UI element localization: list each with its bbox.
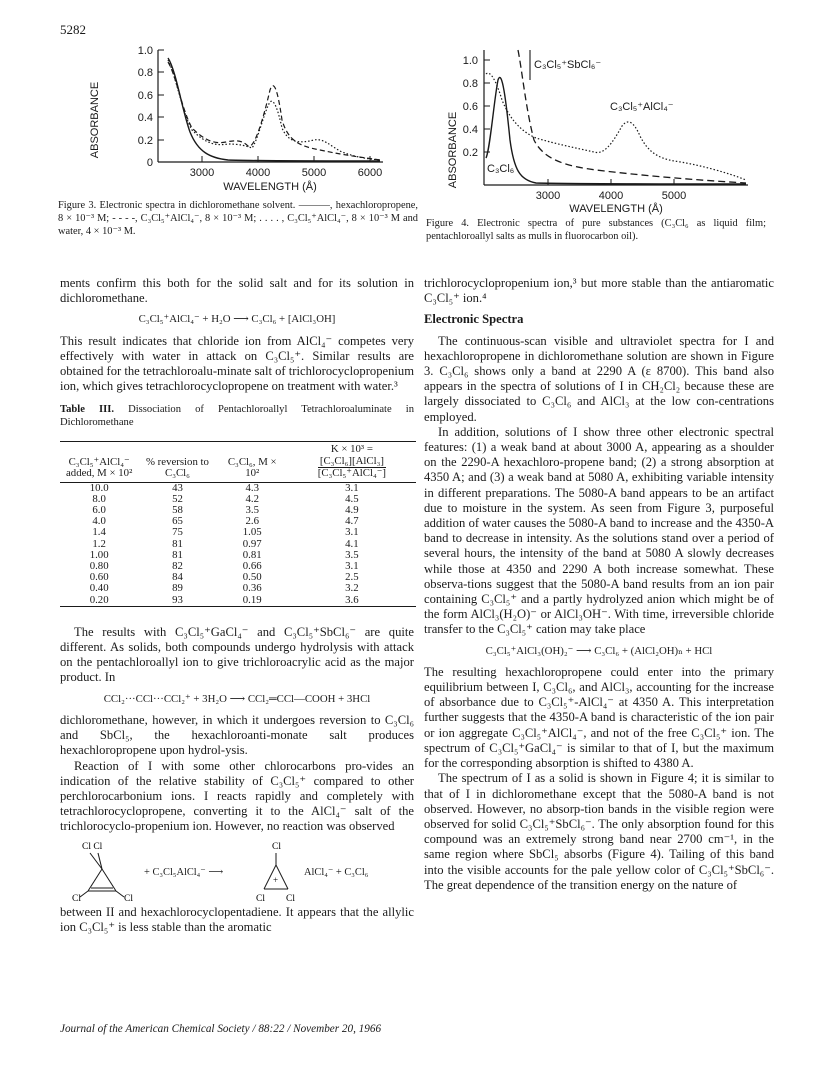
figure-4-curve-alcl — [486, 73, 746, 180]
tetrachlorocyclopropene-structure — [72, 842, 133, 901]
table-cell: 0.20 — [89, 593, 109, 606]
table-cell: 0.60 — [89, 571, 109, 584]
figure-3-curve-salt-water — [168, 60, 380, 160]
table-cell: 4.0 — [92, 515, 106, 528]
left-paragraph-5: Reaction of I with some other chlorocarbons pro-vides an indication of the relative stability of C₃Cl₅⁺ compared to other perchlorocarbonium ions. I reacts rapidly and completely with tetrachlorocyclopropene, converting it to the AlCl₄⁻ salt of the trichlorocyclo-propenium ion. However, no reaction was observed — [60, 758, 414, 834]
figure-4-label-sbcl: C₃Cl₅⁺SbCl₆⁻ — [534, 59, 602, 71]
left-paragraph-2: This result indicates that chloride ion from AlCl₄⁻ competes very effectively with water in attack on C₃Cl₅⁺. Similar results are obtained for the tetrachloroalu-minate salt of trichlorocyclopropenium ion, which gives tetrachlorocyclopropene on treatment with water.³ — [60, 333, 414, 394]
table-cell: 10.0 — [89, 481, 109, 494]
cyclopropenium-structure — [256, 842, 295, 901]
table-row — [60, 494, 416, 505]
svg-text:Cl: Cl — [256, 893, 265, 901]
table-cell: 1.00 — [89, 548, 109, 561]
table-cell: 81 — [172, 548, 183, 561]
svg-text:+: + — [273, 874, 279, 885]
svg-text:0.2: 0.2 — [462, 147, 478, 159]
figure-4-plot — [426, 40, 772, 215]
table-cell: 4.3 — [245, 481, 259, 494]
table-cell: 4.1 — [345, 537, 359, 550]
svg-text:0.4: 0.4 — [462, 124, 478, 136]
left-column — [60, 276, 414, 935]
table-cell: 81 — [172, 537, 183, 550]
table-cell: 0.81 — [242, 548, 262, 561]
table-cell: 84 — [172, 571, 183, 584]
svg-text:0.6: 0.6 — [137, 90, 153, 102]
equation-1: C₃Cl₅⁺AlCl₄⁻ + H₂O ⟶ C₃Cl₆ + [AlCl₃OH] — [138, 313, 336, 326]
figure-3-x-ticks — [190, 156, 382, 179]
figure-3-x-axis-label: WAVELENGTH (Å) — [223, 181, 317, 193]
table-cell: 3.1 — [345, 526, 359, 539]
left-paragraph-1: ments confirm this both for the solid salt and for its solution in dichloromethane. — [60, 276, 414, 306]
figure-4 — [426, 40, 772, 242]
table-row — [60, 539, 416, 550]
table-cell: 4.9 — [345, 504, 359, 517]
table-col-header: % reversion to C₃Cl₆ — [145, 455, 209, 480]
svg-text:Cl: Cl — [272, 841, 281, 852]
svg-text:5000: 5000 — [661, 190, 687, 202]
table-cell: 75 — [172, 526, 183, 539]
svg-text:6000: 6000 — [357, 167, 383, 179]
table-cell: 0.40 — [89, 582, 109, 595]
table-col-header: C₃Cl₅⁺AlCl₄⁻ added, M × 10² — [66, 455, 133, 480]
svg-text:0.6: 0.6 — [462, 101, 478, 113]
table-cell: 3.5 — [345, 548, 359, 561]
svg-text:4000: 4000 — [245, 167, 271, 179]
table-cell: 52 — [172, 492, 183, 505]
right-paragraph-5: The spectrum of I as a solid is shown in Figure 4; it is similar to that of I in dichloromethane except that the 5080-A band is not observed. However, no absorp-tion bands in the visible region were observed for solid C₃Cl₅⁺SbCl₆⁻. The only absorption found for this compound was an extremely strong band near 2700 cm⁻¹, in the same region where SbCl₅ absorbs (Figure 4). Tailing of this band into the visible accounts for the pale yellow color of C₃Cl₅⁺SbCl₆⁻. The great dependence of the transition energy on the nature of — [424, 771, 774, 892]
table-col-header: C₃Cl₆, M × 10² — [227, 455, 277, 480]
svg-text:3000: 3000 — [535, 190, 561, 202]
svg-text:Cl Cl: Cl Cl — [82, 841, 103, 852]
table-cell: 93 — [172, 593, 183, 606]
figure-3-curve-hexachloropropene — [168, 58, 380, 161]
svg-text:0.2: 0.2 — [137, 135, 153, 147]
left-paragraph-6: between II and hexachlorocyclopentadiene. It appears that the allylic ion C₃Cl₅⁺ is less stable than the aromatic — [60, 904, 414, 934]
table-cell: 0.50 — [242, 571, 262, 584]
table-cell: 43 — [172, 481, 183, 494]
table-row — [60, 550, 416, 561]
table-cell: 2.5 — [345, 571, 359, 584]
table-cell: 0.66 — [242, 560, 262, 573]
figure-3-y-ticks — [138, 45, 164, 169]
svg-text:Cl: Cl — [286, 893, 295, 901]
right-paragraph-4: The resulting hexachloropropene could enter into the primary equilibrium between I, C₃Cl₆, and AlCl₃, accounting for the increase of absorbance due to C₃Cl₅⁺-AlCl₄⁻ at 4350 A. This interpretation further suggests that the 4350-A band is characteristic of the ion pair or ion aggregate C₃Cl₅⁺AlCl₄⁻, and not of the free C₃Cl₅⁺ ion. The spectrum of C₃Cl₅⁺GaCl₄⁻ is similar to that of I, but the maximum for the corresponding absorption is shifted to 4380 A. — [424, 664, 774, 771]
svg-text:0.8: 0.8 — [137, 67, 153, 79]
table-3-caption: Table III. Dissociation of Pentachloroallyl Tetrachloroaluminate in Dichloromethane — [60, 404, 414, 428]
figure-3-curve-salt — [168, 62, 380, 160]
table-row — [60, 505, 416, 516]
table-cell: 3.1 — [345, 481, 359, 494]
page-number: 5282 — [60, 22, 86, 37]
table-cell: 3.2 — [345, 582, 359, 595]
left-paragraph-3: The results with C₃Cl₅⁺GaCl₄⁻ and C₃Cl₅⁺SbCl₆⁻ are quite different. As solids, both compounds undergo hydrolysis with attack on the pentachloroallyl ion to give trichloroacrylic acid as the major product. In — [60, 624, 414, 685]
svg-text:0.8: 0.8 — [462, 78, 478, 90]
figure-4-x-ticks — [536, 179, 686, 202]
table-row — [60, 561, 416, 572]
svg-text:5000: 5000 — [301, 167, 327, 179]
right-column — [424, 276, 774, 893]
table-cell: 2.6 — [245, 515, 259, 528]
svg-text:4000: 4000 — [598, 190, 624, 202]
scheme-product: AlCl₄⁻ + C₃Cl₆ — [304, 866, 369, 878]
table-cell: 0.80 — [89, 560, 109, 573]
table-cell: 58 — [172, 504, 183, 517]
table-cell: 3.6 — [345, 593, 359, 606]
svg-text:1.0: 1.0 — [137, 45, 153, 57]
left-paragraph-4: dichloromethane, however, in which it undergoes reversion to C₃Cl₆ and SbCl₅, the hexachloroanti-monate salt produces hexachloropropene upon hydrol-ysis. — [60, 712, 414, 758]
table-cell: 4.2 — [245, 492, 259, 505]
table-cell: 89 — [172, 582, 183, 595]
table-col-header: K × 10³ = $\frac{\text{[C₃Cl₆][AlCl₃]}}{\text{[C₃Cl₅⁺AlCl₄⁻]}}$ — [317, 443, 387, 480]
journal-footer: Journal of the American Chemical Society / 88:22 / November 20, 1966 — [60, 1023, 382, 1035]
svg-text:0.4: 0.4 — [137, 112, 153, 124]
table-cell: 1.4 — [92, 526, 106, 539]
figure-4-y-ticks — [463, 55, 490, 159]
table-row — [60, 572, 416, 583]
table-cell: 1.05 — [242, 526, 262, 539]
figure-4-label-alcl: C₃Cl₅⁺AlCl₄⁻ — [610, 101, 674, 113]
table-cell: 3.5 — [245, 504, 259, 517]
reaction-scheme — [60, 839, 414, 901]
svg-text:1.0: 1.0 — [462, 55, 478, 67]
figure-3 — [58, 40, 418, 237]
section-heading: Electronic Spectra — [424, 312, 524, 327]
equation-2: CCl₂···CCl···CCl₂⁺ + 3H₂O ⟶ CCl₂═CCl—COOH + 3HCl — [103, 692, 371, 705]
svg-text:3000: 3000 — [189, 167, 215, 179]
figure-3-caption: Figure 3. Electronic spectra in dichloromethane solvent. ———, hexachloropropene, 8 × 10⁻³ M; - - - -, C₃Cl₅⁺AlCl₄⁻, 8 × 10⁻³ M; . . . . , C₃Cl₅⁺AlCl₄⁻, 8 × 10⁻³ M and water, 4 × 10⁻³ M. — [58, 200, 418, 237]
table-cell: 1.2 — [92, 537, 106, 550]
table-row — [60, 527, 416, 538]
table-cell: 0.97 — [242, 537, 262, 550]
right-paragraph-1: trichlorocyclopropenium ion,³ but more stable than the antiaromatic C₃Cl₅⁺ ion.⁴ — [424, 276, 774, 306]
table-row — [60, 482, 416, 494]
figure-4-y-axis-label: ABSORBANCE — [447, 111, 459, 189]
svg-text:0: 0 — [146, 157, 153, 169]
figure-4-label-c3cl6: C₃Cl₆ — [487, 163, 515, 175]
table-cell: 4.5 — [345, 492, 359, 505]
table-cell: 0.19 — [242, 593, 262, 606]
table-3 — [60, 441, 416, 606]
right-paragraph-3: In addition, solutions of I show three other electronic spectral features: (1) a weak band at about 3000 A, appearing as a shoulder on the 2290-A hexachloro-propene band; (2) a strong absorption at 4350 A; and (3) a weak band at 5080 A, exhibiting variable intensity in different preparations. The 5080-A band appears to be an artifact due to moisture in the system. As seen from Figure 3, purposeful addition of water causes the 5080-A band to increase and the 4350-A band to decrease in intensity. As the solutions stand over a period of several hours, the intensity of the band at 5080 A slowly decreases while those at 4350 and 2290 A both increase somewhat. These observa-tions suggest that the 5080-A band results from an ion pair containing C₃Cl₅⁺ and a partly hydrolyzed anion which might be of the form AlCl₃(H₂O)⁻ or AlCl₃OH⁻. With time, irreversible chloride transfer to the C₃Cl₅⁺ cation may take place — [424, 424, 774, 637]
table-cell: 8.0 — [92, 492, 106, 505]
table-cell: 6.0 — [92, 504, 106, 517]
table-cell: 3.1 — [345, 560, 359, 573]
scheme-reagent: + C₃Cl₅AlCl₄⁻ ⟶ — [144, 866, 224, 878]
table-cell: 0.36 — [242, 582, 262, 595]
right-paragraph-2: The continuous-scan visible and ultraviolet spectra for I and hexachloropropene in dichloromethane solution are shown in Figure 3. C₃Cl₆ shows only a band at 2290 A (ε 8700). This band also appears in the spectra of solutions of I in CH₂Cl₂ because these are largely dissociated to C₃Cl₆ and AlCl₃ at the low con-centrations employed. — [424, 333, 774, 424]
table-cell: 4.7 — [345, 515, 359, 528]
svg-text:Cl: Cl — [124, 893, 133, 901]
table-row — [60, 583, 416, 594]
equation-3: C₃Cl₅⁺AlCl₃(OH)₂⁻ ⟶ C₃Cl₆ + (AlCl₂OH)ₙ + HCl — [485, 644, 713, 657]
figure-3-plot — [58, 40, 418, 200]
table-row — [60, 595, 416, 607]
figure-3-y-axis-label: ABSORBANCE — [89, 81, 101, 159]
figure-4-x-axis-label: WAVELENGTH (Å) — [569, 203, 663, 215]
table-cell: 82 — [172, 560, 183, 573]
table-row — [60, 516, 416, 527]
svg-text:Cl: Cl — [72, 893, 81, 901]
table-cell: 65 — [172, 515, 183, 528]
figure-4-caption: Figure 4. Electronic spectra of pure substances (C₃Cl₆ as liquid film; pentachloroallyl salts as mulls in fluorocarbon oil). — [426, 218, 766, 242]
